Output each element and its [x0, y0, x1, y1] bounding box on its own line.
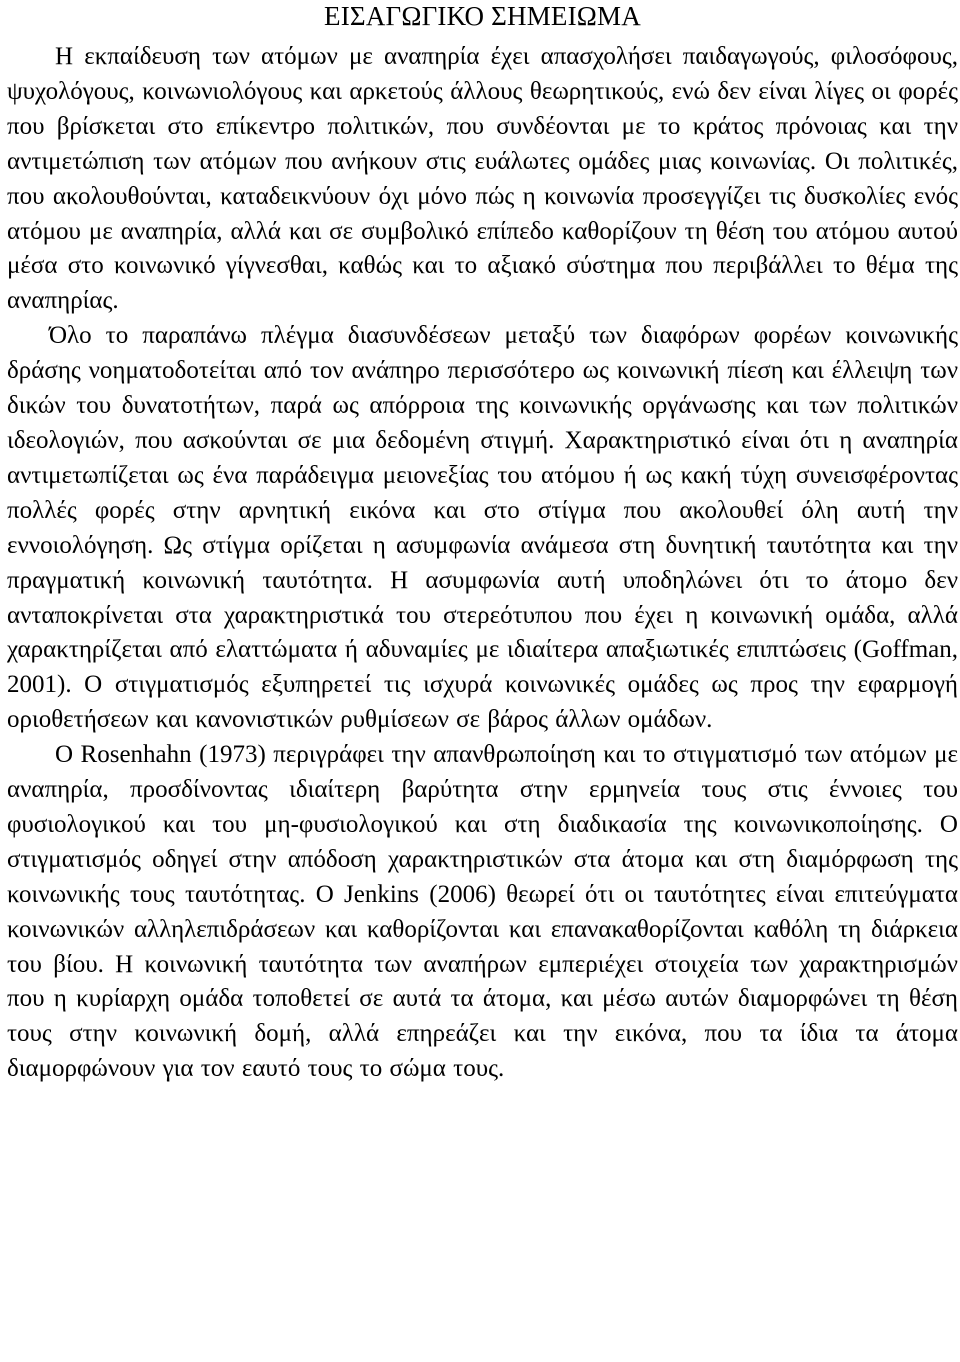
paragraph-3: Ο Rosenhahn (1973) περιγράφει την απανθρωποίηση και το στιγματισμό των ατόμων με αναπηρία, προσδίνοντας ιδιαίτερη βαρύτητα στην ερμηνεία τους στις έννοιες του φυσιολογικού και του μη-φυσιολογικού και στη διαδικασία της κοινωνικοποίησης. Ο στιγματισμός οδηγεί στην απόδοση χαρακτηριστικών στα άτομα και στη διαμόρφωση της κοινωνικής τους ταυτότητας. Ο Jenkins (2006) θεωρεί ότι οι ταυτότητες είναι επιτεύγματα κοινωνικών αλληλεπιδράσεων και καθορίζονται και επανακαθορίζονται καθόλη τη διάρκεια του βίου. Η κοινωνική ταυτότητα των αναπήρων εμπεριέχει στοιχεία των χαρακτηρισμών που η κυρίαρχη ομάδα τοποθετεί σε αυτά τα άτομα, και μέσω αυτών διαμορφώνει τη θέση τους στην κοινωνική δομή, αλλά επηρεάζει και την εικόνα, που τα ίδια τα άτομα διαμορφώνουν για τον εαυτό τους το σώμα τους.: [7, 741, 958, 1083]
paragraph-1: Η εκπαίδευση των ατόμων με αναπηρία έχει απασχολήσει παιδαγωγούς, φιλοσόφους, ψυχολόγους, κοινωνιολόγους και αρκετούς άλλους θεωρητικούς, ενώ δεν είναι λίγες οι φορές που βρίσκεται στο επίκεντρο πολιτικών, που συνδέονται με το κράτος πρόνοιας και την αντιμετώπιση των ατόμων που ανήκουν στις ευάλωτες ομάδες μιας κοινωνίας. Οι πολιτικές, που ακολουθούνται, καταδεικνύουν όχι μόνο πώς η κοινωνία προσεγγίζει τις δυσκολίες ενός ατόμου με αναπηρία, αλλά και σε συμβολικό επίπεδο καθορίζουν τη θέση του ατόμου αυτού μέσα στο κοινωνικό γίγνεσθαι, καθώς και το αξιακό σύστημα που περιβάλλει το θέμα της αναπηρίας.: [7, 43, 958, 315]
page-title: ΕΙΣΑΓΩΓΙΚΟ ΣΗΜΕΙΩΜΑ: [324, 1, 641, 31]
paragraph-2: Όλο το παραπάνω πλέγμα διασυνδέσεων μεταξύ των διαφόρων φορέων κοινωνικής δράσης νοηματοδοτείται από τον ανάπηρο περισσότερο ως κοινωνική πίεση και έλλειψη των δικών του δυνατοτήτων, παρά ως απόρροια της κοινωνικής οργάνωσης και των πολιτικών ιδεολογιών, που ασκούνται σε μια δεδομένη στιγμή. Χαρακτηριστικό είναι ότι η αναπηρία αντιμετωπίζεται ως ένα παράδειγμα μειονεξίας του ατόμου ή ως κακή τύχη συνεισφέροντας πολλές φορές στην αρνητική εικόνα και στο στίγμα που ακολουθεί όλη αυτή την εννοιολόγηση. Ως στίγμα ορίζεται η ασυμφωνία ανάμεσα στη δυνητική ταυτότητα και την πραγματική κοινωνική ταυτότητα. Η ασυμφωνία αυτή υποδηλώνει ότι το άτομο δεν ανταποκρίνεται στα χαρακτηριστικά του στερεότυπου που έχει η κοινωνική ομάδα, αλλά χαρακτηρίζεται από ελαττώματα ή αδυναμίες με ιδιαίτερα απαξιωτικές επιπτώσεις (Goffman, 2001). Ο στιγματισμός εξυπηρετεί τις ισχυρά κοινωνικές ομάδες ως προς την εφαρμογή οριοθετήσεων και κανονιστικών ρυθμίσεων σε βάρος άλλων ομάδων.: [7, 322, 958, 734]
document-page: [7, 0, 958, 1087]
